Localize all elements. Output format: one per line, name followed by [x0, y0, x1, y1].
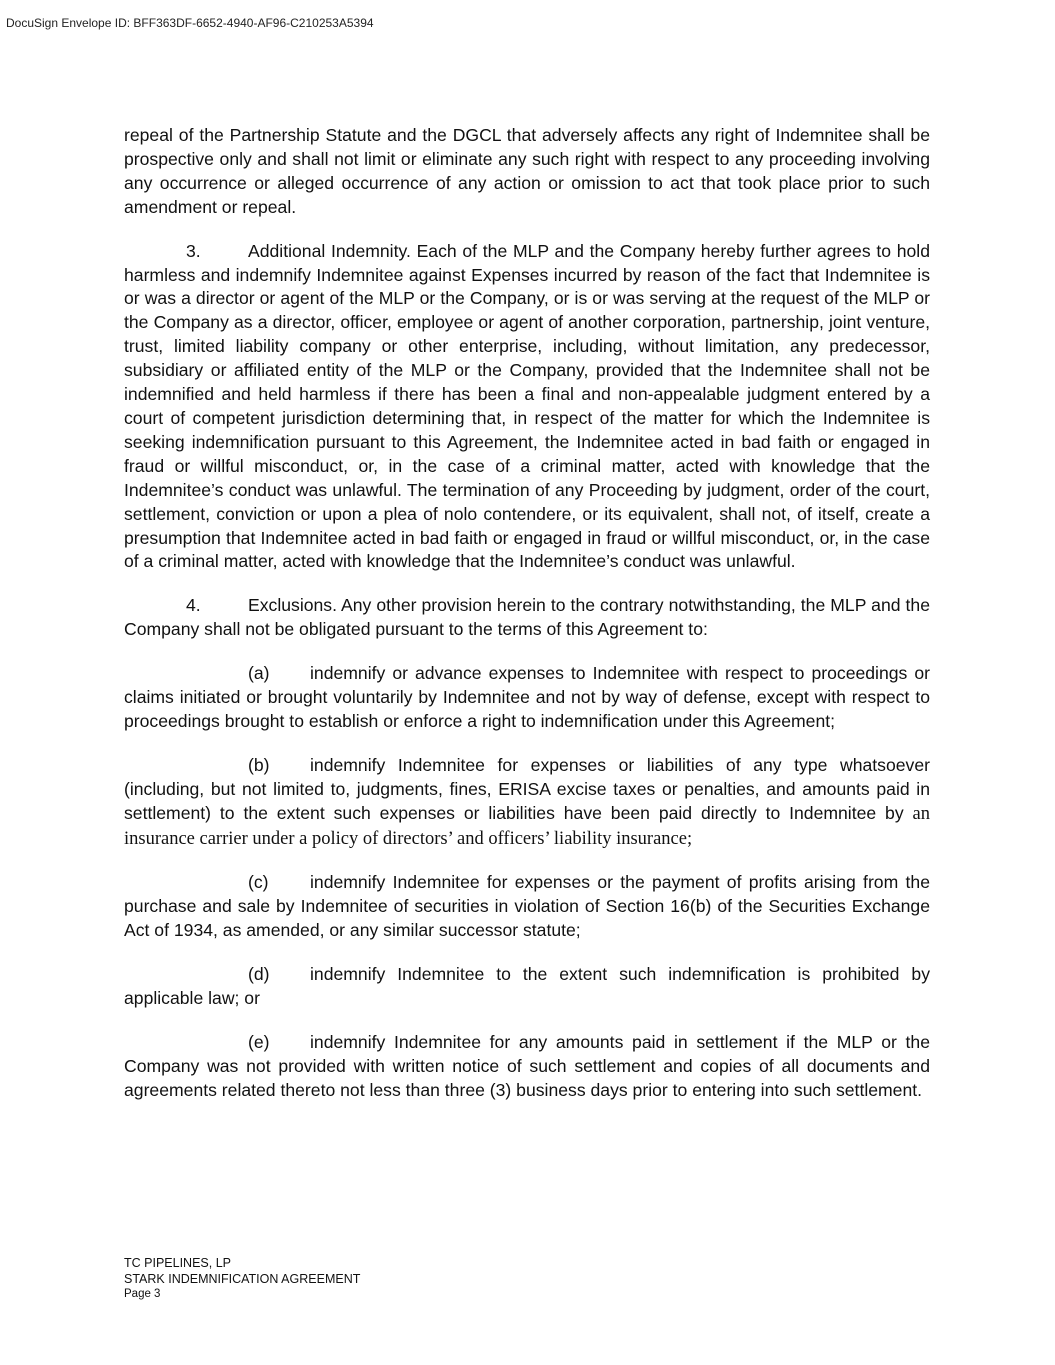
item-b-label: (b) [248, 754, 270, 775]
document-body [124, 124, 930, 1103]
footer-page-number: Page 3 [124, 1288, 161, 1300]
footer-agreement-title: STARK INDEMNIFICATION AGREEMENT [124, 1271, 361, 1286]
item-e-label: (e) [248, 1032, 270, 1052]
item-c-label: (c) [248, 872, 269, 893]
section-3-number: 3. [186, 240, 201, 261]
page-footer [124, 1256, 360, 1303]
item-a-text: indemnify or advance expenses to Indemnitee with respect to proceedings or claims initiated or brought voluntarily by Indemnitee and not by way of defense, except with respect to proceedings brought to establish or enforce a right to indemnification under this Agreement; [124, 663, 930, 731]
section-4-paragraph [124, 594, 930, 642]
section-3-heading: Additional Indemnity. [248, 240, 411, 261]
item-e-paragraph [124, 1031, 930, 1103]
section-3-paragraph [124, 240, 930, 575]
paragraph-spacer [124, 734, 930, 754]
item-a-paragraph [124, 662, 930, 734]
item-e-text: indemnify Indemnitee for any amounts paid in settlement if the MLP or the Company was not provided with written notice of such settlement and copies of all documents and agreements related thereto not less than three (3) business days prior to entering into such settlement. [124, 1032, 930, 1100]
section-4-number: 4. [186, 595, 201, 616]
item-c-paragraph [124, 871, 930, 943]
item-b-text: indemnify Indemnitee for expenses or liabilities of any type whatsoever (including, but not limited to, judgments, fines, ERISA excise taxes or penalties, and amounts paid in settlement) to the extent such expenses or liabilities have been paid directly to Indemnitee by [124, 754, 930, 823]
docusign-envelope-id: DocuSign Envelope ID: BFF363DF-6652-4940-AF96-C210253A5394 [6, 16, 374, 30]
section-4-heading: Exclusions. [248, 595, 337, 616]
item-d-paragraph [124, 963, 930, 1011]
footer-company: TC PIPELINES, LP [124, 1256, 231, 1270]
paragraph-spacer [124, 574, 930, 594]
section-4-text: Any other provision herein to the contrary notwithstanding, the MLP and the Company shall not be obligated pursuant to the terms of this Agreement to: [124, 595, 930, 640]
paragraph-spacer [124, 220, 930, 240]
paragraph-spacer [124, 943, 930, 963]
item-d-label: (d) [248, 964, 270, 985]
paragraph-spacer [124, 642, 930, 662]
item-d-text: indemnify Indemnitee to the extent such indemnification is prohibited by applicable law; or [124, 964, 930, 1009]
item-b-text-tail: an insurance carrier under a policy of directors’ and officers’ liability insurance; [124, 803, 930, 849]
item-c-text: indemnify Indemnitee for expenses or the payment of profits arising from the purchase and sale by Indemnitee of securities in violation of Section 16(b) of the Securities Exchange Act of 1934, as amended, or any similar successor statute; [124, 872, 930, 941]
section-3-text: Each of the MLP and the Company hereby further agrees to hold harmless and indemnify Indemnitee against Expenses incurred by reason of the fact that Indemnitee is or was a director or agent of the MLP or the Company, or is or was serving at the request of the MLP or the Company as a director, officer, employee or agent of another corporation, partnership, joint venture, trust, limited liability company or other enterprise, including, without limitation, any predecessor, subsidiary or affiliated entity of the MLP or the Company, provided that the Indemnitee shall not be indemnified and held harmless if there has been a final and non-appealable judgment entered by a court of competent jurisdiction determining that, in respect of the matter for which the Indemnitee is seeking indemnification pursuant to this Agreement, the Indemnitee acted in bad faith or engaged in fraud or willful misconduct, or, in the case of a criminal matter, acted with knowledge that the Indemnitee’s conduct was unlawful. The termination of any Proceeding by judgment, order of the court, settlement, conviction or upon a plea of nolo contendere, or its equivalent, shall not, of itself, create a presumption that Indemnitee acted in bad faith or engaged in fraud or willful misconduct, or, in the case of a criminal matter, acted with knowledge that the Indemnitee’s conduct was unlawful. [124, 240, 930, 572]
item-b-paragraph [124, 754, 930, 852]
continuation-paragraph: repeal of the Partnership Statute and the DGCL that adversely affects any right of Indemnitee shall be prospective only and shall not limit or eliminate any such right with respect to any proceeding involving any occurrence or alleged occurrence of any action or omission to act that took place prior to such amendment or repeal. [124, 125, 930, 217]
paragraph-spacer [124, 851, 930, 871]
paragraph-spacer [124, 1011, 930, 1031]
item-a-label: (a) [248, 663, 270, 684]
